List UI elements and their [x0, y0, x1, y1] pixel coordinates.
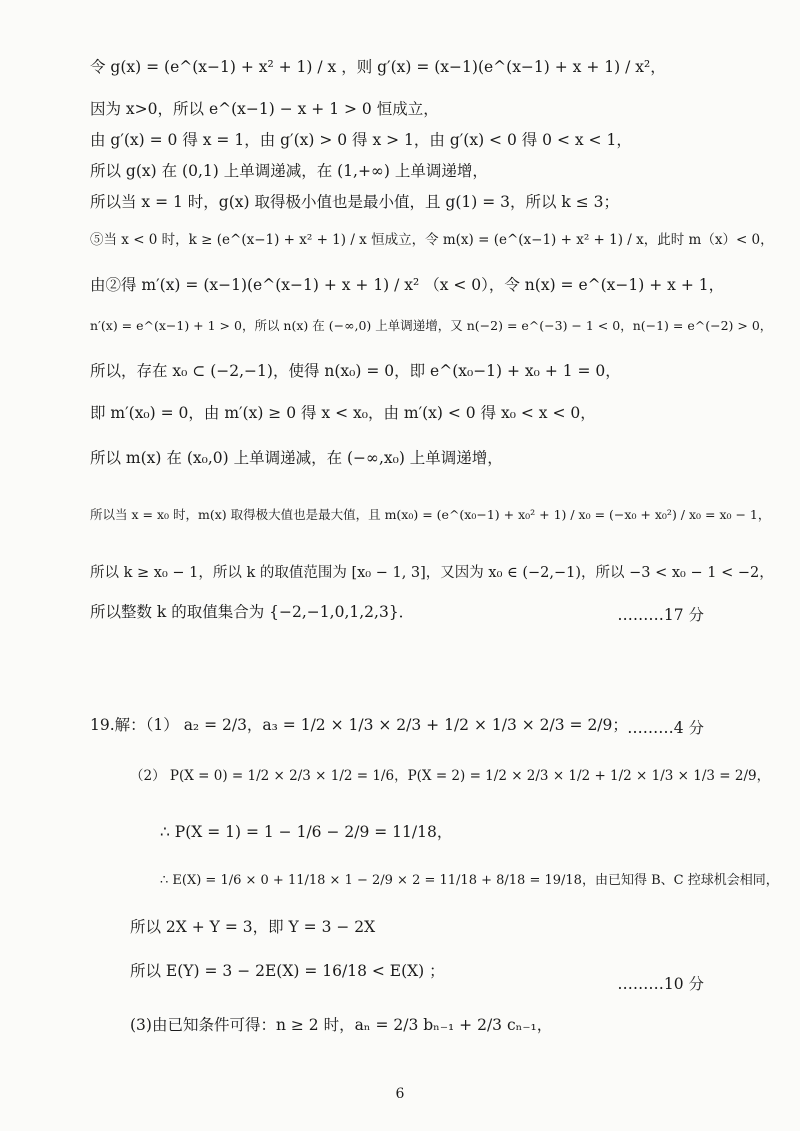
- score-marker: ………4 分: [627, 719, 704, 737]
- text-line: n′(x) = e^(x−1) + 1 > 0，所以 n(x) 在 (−∞,0) 上单调递增，又 n(−2) = e^(−3) − 1 < 0，n(−1) = e^(−2) > 0，: [90, 318, 773, 333]
- text-line: 所以 k ≥ x₀ − 1，所以 k 的取值范围为 [x₀ − 1, 3]，又因为 x₀ ∈ (−2,−1)，所以 −3 < x₀ − 1 < −2，: [90, 565, 774, 581]
- text-line: 所以整数 k 的取值集合为 {−2,−1,0,1,2,3}．: [90, 603, 415, 621]
- text-line: （2） P(X = 0) = 1/2 × 2/3 × 1/2 = 1/6，P(X = 2) = 1/2 × 2/3 × 1/2 + 1/2 × 1/3 × 1/3 = 2/9，: [130, 768, 771, 784]
- text-line: 所以当 x = 1 时，g(x) 取得极小值也是最小值，且 g(1) = 3，所以 k ≤ 3；: [90, 193, 620, 211]
- text-line: 由②得 m′(x) = (x−1)(e^(x−1) + x + 1) / x² （x < 0），令 n(x) = e^(x−1) + x + 1，: [90, 276, 725, 294]
- text-line: (3)由已知条件可得：n ≥ 2 时，aₙ = 2/3 bₙ₋₁ + 2/3 cₙ₋₁，: [130, 1016, 553, 1034]
- text-line: 所以 E(Y) = 3 − 2E(X) = 16/18 < E(X) ；: [130, 962, 445, 980]
- text-line: 由 g′(x) = 0 得 x = 1，由 g′(x) > 0 得 x > 1，由 g′(x) < 0 得 0 < x < 1，: [90, 131, 632, 149]
- text-line: 令 g(x) = (e^(x−1) + x² + 1) / x ，则 g′(x) = (x−1)(e^(x−1) + x + 1) / x²，: [90, 58, 666, 76]
- text-line: 所以当 x = x₀ 时，m(x) 取得极大值也是最大值，且 m(x₀) = (e^(x₀−1) + x₀² + 1) / x₀ = (−x₀ + x₀²) / x₀ = x₀ − 1，: [90, 507, 771, 522]
- text-line: ⑤当 x < 0 时，k ≥ (e^(x−1) + x² + 1) / x 恒成立，令 m(x) = (e^(x−1) + x² + 1) / x，此时 m（x）< 0，: [90, 232, 774, 248]
- text-line: ∴ E(X) = 1/6 × 0 + 11/18 × 1 − 2/9 × 2 = 11/18 + 8/18 = 19/18，由已知得 B、C 控球机会相同，: [160, 873, 779, 888]
- page-number: 6: [395, 1086, 405, 1102]
- text-line: 所以 g(x) 在 (0,1) 上单调递减，在 (1,+∞) 上单调递增，: [90, 162, 488, 180]
- text-line: 所以 2X + Y = 3，即 Y = 3 − 2X: [130, 918, 376, 936]
- text-line: 即 m′(x₀) = 0，由 m′(x) ≥ 0 得 x < x₀，由 m′(x) < 0 得 x₀ < x < 0，: [90, 404, 596, 422]
- text-line: 所以，存在 x₀ ⊂ (−2,−1)，使得 n(x₀) = 0，即 e^(x₀−1) + x₀ + 1 = 0，: [90, 362, 621, 380]
- score-marker: ………17 分: [617, 606, 704, 624]
- question-19-heading: 19.解：（1） a₂ = 2/3，a₃ = 1/2 × 1/3 × 2/3 + 1/2 × 1/3 × 2/3 = 2/9；: [90, 716, 628, 734]
- text-line: ∴ P(X = 1) = 1 − 1/6 − 2/9 = 11/18，: [160, 823, 453, 841]
- text-line: 所以 m(x) 在 (x₀,0) 上单调递减，在 (−∞,x₀) 上单调递增，: [90, 449, 503, 467]
- score-marker: ………10 分: [617, 975, 704, 993]
- text-line: 因为 x>0，所以 e^(x−1) − x + 1 > 0 恒成立，: [90, 100, 439, 118]
